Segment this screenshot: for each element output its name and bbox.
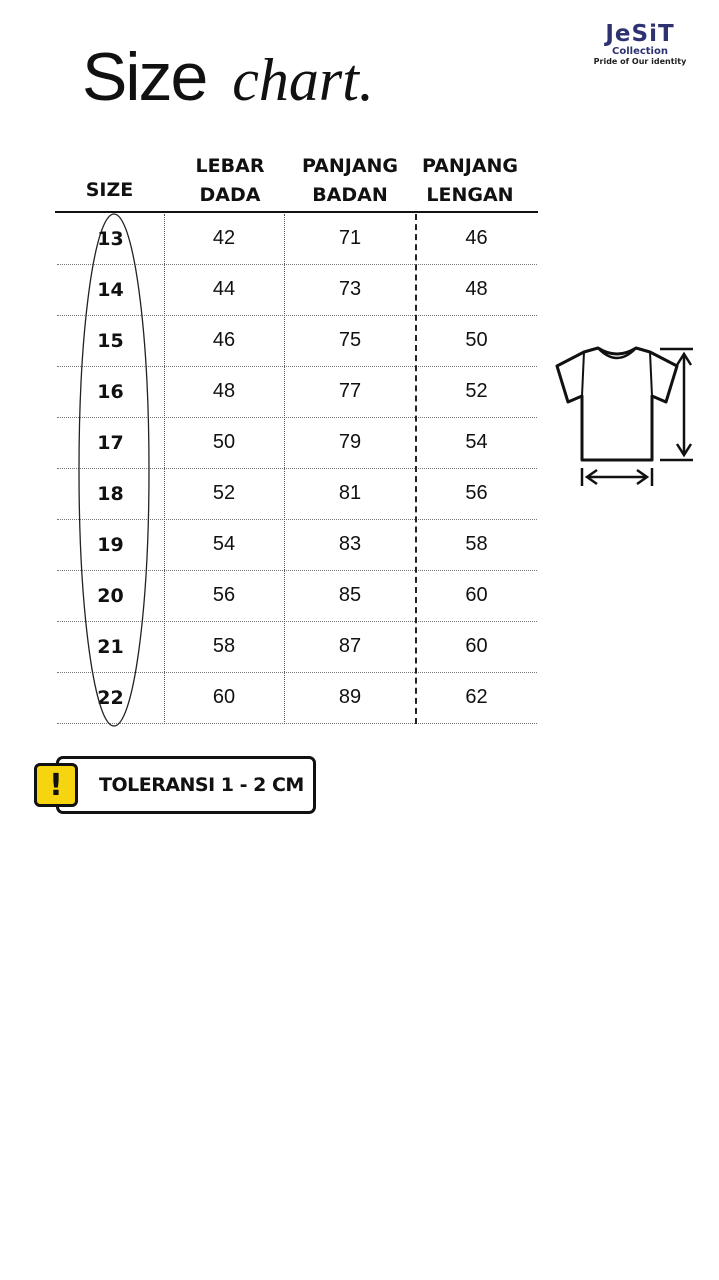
- size-cell: 18: [97, 482, 124, 505]
- header-lebar-dada-line2: DADA: [199, 184, 261, 206]
- header-panjang-badan-line1: PANJANG: [301, 155, 399, 177]
- header-panjang-lengan: [410, 152, 530, 210]
- lebar-dada-cell: 46: [212, 329, 236, 351]
- panjang-lengan-cell: 52: [465, 380, 488, 402]
- panjang-badan-cell: 73: [338, 278, 362, 300]
- tolerance-text: TOLERANSI 1 - 2 CM: [99, 774, 304, 796]
- lebar-dada-cell: 58: [212, 635, 236, 657]
- size-cell: 20: [97, 584, 124, 607]
- header-panjang-badan-line2: BADAN: [312, 184, 388, 206]
- panjang-lengan-cell: 60: [465, 635, 488, 657]
- tolerance-box: [56, 756, 316, 814]
- header-size: SIZE: [85, 179, 134, 201]
- panjang-badan-cell: 79: [338, 431, 362, 453]
- size-cell: 17: [97, 431, 124, 454]
- panjang-lengan-cell: 50: [465, 329, 488, 351]
- size-cell: 14: [97, 278, 124, 301]
- size-cell: 22: [97, 686, 124, 709]
- panjang-badan-cell: 77: [338, 380, 362, 402]
- column-divider: [164, 214, 165, 724]
- page-title: [82, 38, 374, 116]
- brand-name: JeSiT: [605, 21, 675, 47]
- header-panjang-lengan-line1: PANJANG: [421, 155, 519, 177]
- lebar-dada-cell: 52: [212, 482, 236, 504]
- lebar-dada-cell: 50: [212, 431, 236, 453]
- panjang-badan-cell: 85: [338, 584, 362, 606]
- size-cell: 13: [97, 227, 124, 250]
- panjang-badan-cell: 87: [338, 635, 362, 657]
- lebar-dada-cell: 54: [212, 533, 236, 555]
- panjang-badan-cell: 81: [338, 482, 362, 504]
- panjang-lengan-cell: 54: [465, 431, 488, 453]
- lebar-dada-cell: 60: [212, 686, 236, 708]
- size-cell: 16: [97, 380, 124, 403]
- lebar-dada-cell: 48: [212, 380, 236, 402]
- panjang-badan-cell: 75: [338, 329, 362, 351]
- lebar-dada-cell: 42: [212, 227, 236, 249]
- panjang-badan-cell: 89: [338, 686, 362, 708]
- warning-icon: !: [34, 763, 78, 807]
- size-column-ellipse: [70, 208, 160, 732]
- panjang-lengan-cell: 60: [465, 584, 488, 606]
- title-size: Size: [82, 39, 207, 115]
- brand-tagline: Pride of Our identity: [593, 57, 687, 66]
- column-divider: [415, 214, 417, 724]
- panjang-lengan-cell: 46: [465, 227, 488, 249]
- tshirt-measure-icon: [550, 340, 700, 490]
- panjang-lengan-cell: 48: [465, 278, 488, 300]
- header-panjang-badan: [290, 152, 410, 210]
- panjang-lengan-cell: 58: [465, 533, 488, 555]
- brand-sub: Collection: [612, 46, 668, 57]
- lebar-dada-cell: 44: [212, 278, 236, 300]
- panjang-lengan-cell: 56: [465, 482, 488, 504]
- header-panjang-lengan-line2: LENGAN: [426, 184, 514, 206]
- panjang-badan-cell: 83: [338, 533, 362, 555]
- column-divider: [284, 214, 285, 724]
- size-cell: 15: [97, 329, 124, 352]
- panjang-badan-cell: 71: [338, 227, 362, 249]
- size-cell: 21: [97, 635, 124, 658]
- brand-logo: [590, 22, 690, 67]
- title-chart: chart.: [232, 47, 374, 113]
- header-lebar-dada: [170, 152, 290, 210]
- panjang-lengan-cell: 62: [465, 686, 488, 708]
- lebar-dada-cell: 56: [212, 584, 236, 606]
- header-lebar-dada-line1: LEBAR: [195, 155, 265, 177]
- size-cell: 19: [97, 533, 124, 556]
